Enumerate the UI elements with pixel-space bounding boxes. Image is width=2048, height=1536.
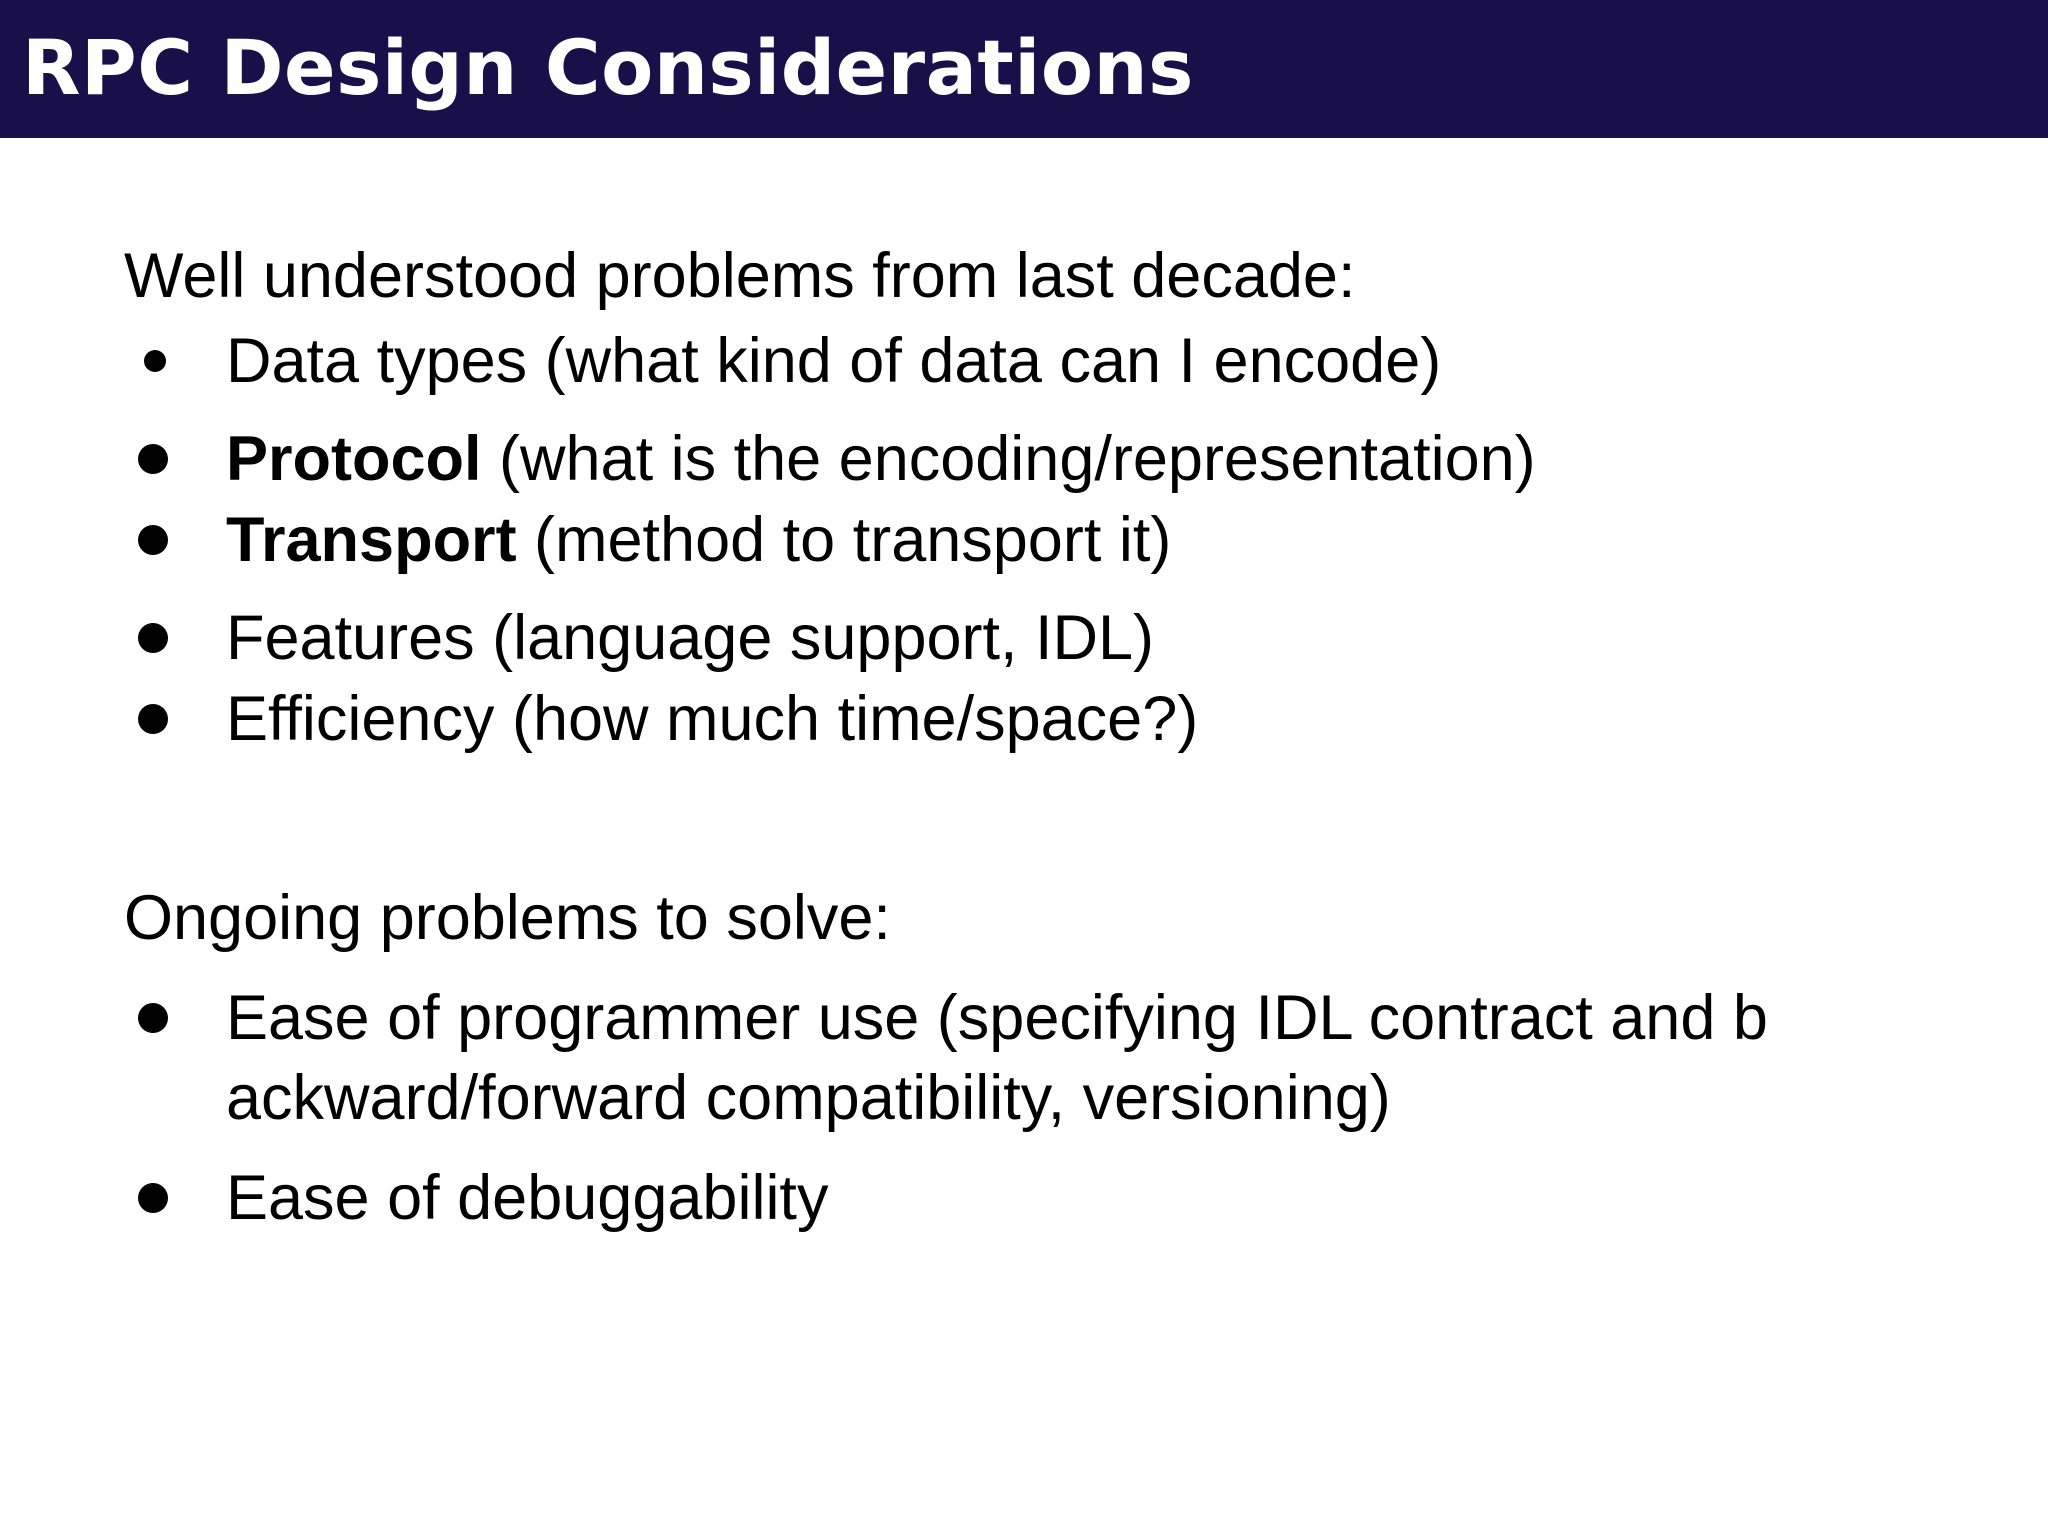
bullet-icon xyxy=(144,350,166,372)
list-item-text: Features (language support, IDL) xyxy=(226,603,1155,673)
list-item-text-line2: ackward/forward compatibility, versioning) xyxy=(226,1063,1391,1133)
title-bar xyxy=(0,0,2048,138)
bullet-icon xyxy=(138,623,168,653)
bullet-icon xyxy=(138,1003,168,1033)
list-item-description: (what is the encoding/representation) xyxy=(481,424,1536,494)
list-item-description: (method to transport it) xyxy=(516,505,1172,575)
list-item-bold-term: Transport xyxy=(226,505,517,575)
list-item-text-line1: Ease of programmer use (specifying IDL contract and b xyxy=(226,983,1768,1053)
list-item-text: Data types (what kind of data can I encode) xyxy=(226,326,1442,396)
list-item-text xyxy=(226,418,1536,500)
bullet-icon xyxy=(138,1183,168,1213)
list-item-bold-term: Protocol xyxy=(226,424,482,494)
bullet-icon xyxy=(138,525,168,555)
section-heading-well-understood: Well understood problems from last decade: xyxy=(124,241,1356,311)
list-item-text: Efficiency (how much time/space?) xyxy=(226,684,1199,754)
list-item-text xyxy=(226,499,1171,581)
bullet-icon xyxy=(138,704,168,734)
bullet-icon xyxy=(138,444,168,474)
list-item-text: Ease of debuggability xyxy=(226,1163,829,1233)
slide-title: RPC Design Considerations xyxy=(22,23,1194,112)
section-heading-ongoing: Ongoing problems to solve: xyxy=(124,883,891,953)
